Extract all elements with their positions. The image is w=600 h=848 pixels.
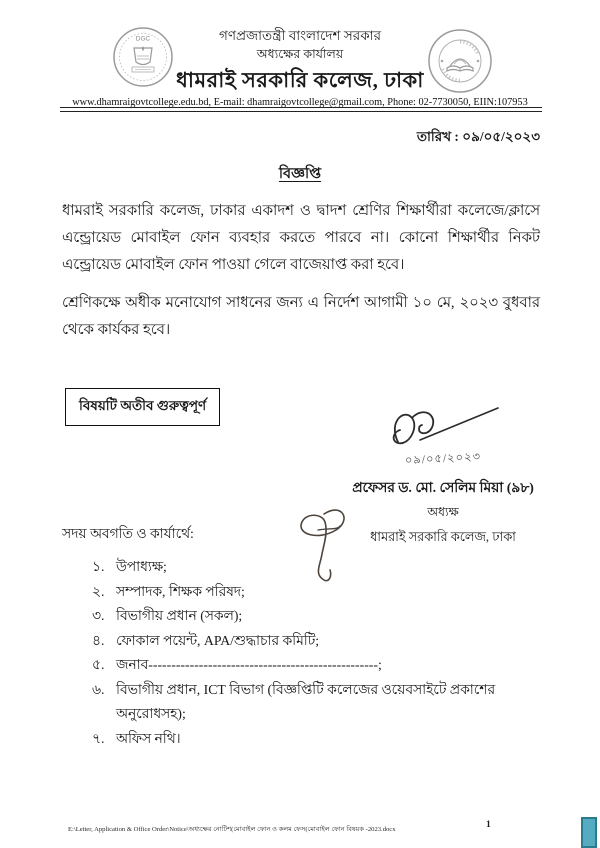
list-item xyxy=(62,580,540,605)
list-item xyxy=(62,678,540,727)
list-item-text: উপাধ্যক্ষ; xyxy=(116,559,167,574)
list-item-number: ২. xyxy=(92,583,105,599)
list-item-number: ১. xyxy=(92,559,105,574)
signatory-designation: অধ্যক্ষ xyxy=(427,505,459,519)
signatory-name: প্রফেসর ড. মো. সেলিম মিয়া (৯৮) xyxy=(352,480,534,495)
list-item-text: বিভাগীয় প্রধান (সকল); xyxy=(116,608,243,623)
header-divider xyxy=(60,107,542,112)
scrollbar-thumb[interactable] xyxy=(581,817,597,848)
contact-line: www.dhamraigovtcollege.edu.bd, E-mail: dhamraigovtcollege@gmail.com, Phone: 02-7730050, EIIN:107953 xyxy=(72,97,528,108)
list-item-text: অফিস নথি। xyxy=(116,730,181,746)
list-item-number: ৫. xyxy=(92,657,105,672)
list-item-text: ফোকাল পয়েন্ট, APA/শুদ্ধাচার কমিটি; xyxy=(116,632,320,648)
list-item-number: ৪. xyxy=(92,632,105,648)
document-file-path: E:\Letter, Application & Office Order\Notice\অধ্যক্ষের নোটিশ(মোবাইল ফোন ও কলম ফেস(মোবাইল ফোন বিষয়ক -2023.docx xyxy=(68,826,396,833)
college-name: ধামরাই সরকারি কলেজ, ঢাকা xyxy=(176,68,424,92)
list-item xyxy=(62,653,540,678)
monogram-logo-icon xyxy=(427,28,493,99)
page-number: 1 xyxy=(486,820,491,830)
signature-date: ০৯/০৫/২০২৩ xyxy=(404,451,482,467)
list-item-number: ৭. xyxy=(92,730,105,746)
body-paragraph-2: শ্রেণিকক্ষে অধীক মনোযোগ সাধনের জন্য এ নির্দেশ আগামী ১০ মে, ২০২৩ বুধবার থেকে কার্যকর হবে। xyxy=(62,295,540,338)
body-paragraph-1: ধামরাই সরকারি কলেজ, ঢাকার একাদশ ও দ্বাদশ শ্রেণির শিক্ষার্থীরা কলেজে/ক্লাসে এন্ড্রোয়েড মোবাইল ফোন ব্যবহার করতে পারবে না। কোনো শিক্ষার্থীর নিকট এন্ড্রোয়েড মোবাইল ফোন পাওয়া গেলে বাজেয়াপ্ত করা হবে। xyxy=(62,203,540,273)
list-item xyxy=(62,555,540,580)
list-item xyxy=(62,604,540,629)
list-item-text: বিভাগীয় প্রধান, ICT বিভাগ (বিজ্ঞপ্তিটি কলেজের ওয়েবসাইটে প্রকাশের অনুরোধসহ); xyxy=(116,681,496,721)
government-line: গণপ্রজাতন্ত্রী বাংলাদেশ সরকার xyxy=(218,28,382,43)
list-item-number: ৬. xyxy=(92,681,105,697)
date-line: তারিখ : ০৯/০৫/২০২৩ xyxy=(416,129,540,144)
list-item-number: ৩. xyxy=(92,608,105,623)
list-item xyxy=(62,727,540,752)
distribution-heading: সদয় অবগতি ও কার্যার্থে: xyxy=(62,526,194,541)
list-item-text: জনাব--------------------------------------------------; xyxy=(116,657,382,672)
distribution-list xyxy=(62,522,540,751)
notice-title: বিজ্ঞপ্তি xyxy=(278,166,322,182)
signatory-institution: ধামরাই সরকারি কলেজ, ঢাকা xyxy=(370,530,516,544)
letterhead-text xyxy=(130,26,470,95)
logo-dgc-text: DGC xyxy=(135,35,151,43)
important-note-box: বিষয়টি অতীব গুরুত্বপূর্ণ xyxy=(65,388,220,426)
list-item xyxy=(62,629,540,654)
list-item-text: সম্পাদক, শিক্ষক পরিষদ; xyxy=(116,583,245,599)
office-line: অধ্যক্ষের কার্যালয় xyxy=(256,47,344,61)
